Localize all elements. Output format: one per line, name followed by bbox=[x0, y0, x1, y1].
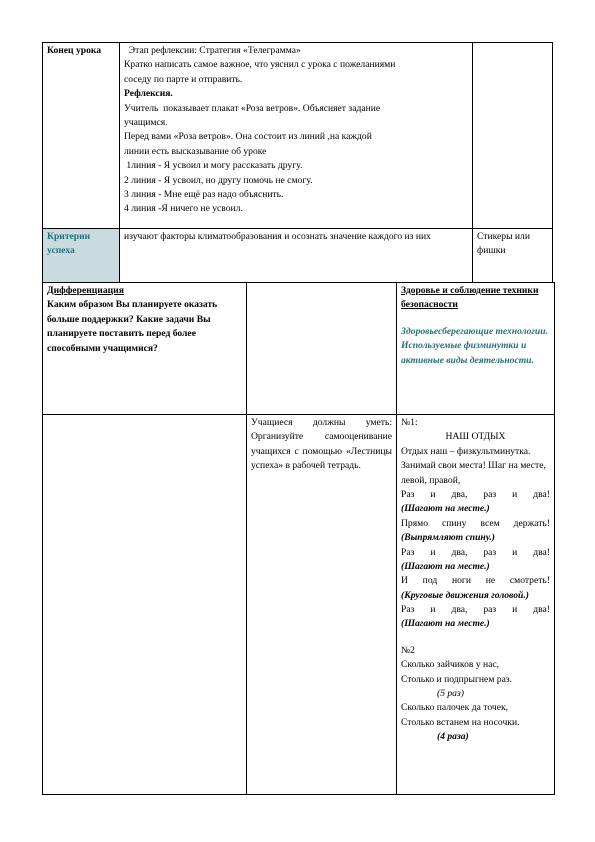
exercise-line: (Шагают на месте.) bbox=[401, 560, 490, 572]
lesson-plan-table-bottom bbox=[42, 282, 555, 795]
differentiation-question: Каким образом Вы планируете оказать больше поддержки? Какие задачи Вы планируете поставить перед более способными учащимися? bbox=[47, 299, 218, 354]
cell-criteria-tools bbox=[473, 229, 553, 283]
cell-health bbox=[397, 283, 555, 415]
health-safety-title: Здоровье и соблюдение техники безопасности bbox=[401, 285, 539, 311]
differentiation-title: Дифференциация bbox=[47, 285, 124, 296]
cell-criteria-text bbox=[120, 229, 473, 283]
exercise-line: (Шагают на месте.) bbox=[401, 618, 490, 630]
cell-lesson-end-resources bbox=[473, 43, 553, 229]
exercise-line: Сколько зайчиков у нас, bbox=[401, 659, 500, 671]
exercise-line: Раз и два, раз и два! bbox=[401, 488, 550, 500]
cell-differentiation-content bbox=[43, 415, 247, 795]
reflection-line: учащимся. bbox=[124, 116, 168, 128]
reflection-line: 3 линия - Мне ещё раз надо объяснить. bbox=[124, 188, 284, 200]
exercise-2-number: №2 bbox=[401, 644, 415, 656]
exercise-line: Отдых наш – физкультминутка. bbox=[401, 445, 531, 457]
exercise-line: Раз и два, раз и два! bbox=[401, 546, 550, 558]
reflection-line: линии есть высказывание об уроке bbox=[124, 145, 267, 157]
cell-lesson-end-content bbox=[120, 43, 473, 229]
cell-criteria-label bbox=[43, 229, 120, 283]
exercise-line: Столько встанем на носочки. bbox=[401, 716, 520, 728]
exercise-1-number: №1: bbox=[401, 417, 418, 428]
row-success-criteria bbox=[43, 229, 553, 283]
reflection-stage-text bbox=[124, 44, 468, 87]
criteria-tools: Стикеры или фишки bbox=[477, 231, 530, 257]
assessment-text: Учащиеся должны уметь: Организуйте самооценивание учащихся с помощью «Лестницы успеха» в рабочей тетрадь. bbox=[251, 417, 392, 472]
exercise-line: И под ноги не смотреть! bbox=[401, 575, 550, 587]
row-headers bbox=[43, 283, 555, 415]
row-content bbox=[43, 415, 555, 795]
exercise-line: (4 раза) bbox=[437, 731, 469, 743]
exercise-1-text bbox=[401, 445, 550, 632]
reflection-line: Перед вами «Роза ветров». Она состоит из линий ,на каждой bbox=[124, 131, 372, 143]
criteria-label: Критерии успеха bbox=[47, 231, 91, 257]
cell-assessment-header bbox=[247, 283, 397, 415]
reflection-stage-line: соседу по парте и отправить. bbox=[124, 73, 243, 85]
exercise-line: (Выпрямляют спину.) bbox=[401, 532, 496, 544]
exercise-line: Занимай свои места! Шаг на месте, левой, правой, bbox=[401, 460, 546, 486]
reflection-line: Учитель показывает плакат «Роза ветров». Объясняет задание bbox=[124, 102, 381, 114]
exercise-line: Прямо спину всем держать! bbox=[401, 517, 550, 529]
lesson-end-label: Конец урока bbox=[47, 45, 102, 56]
exercise-2-text bbox=[401, 658, 550, 744]
exercise-1-title: НАШ ОТДЫХ bbox=[445, 431, 506, 443]
exercise-line: Сколько палочек да точек, bbox=[401, 702, 509, 714]
reflection-stage-line: Этап рефлексии: Стратегия «Телеграмма» bbox=[124, 45, 301, 56]
exercise-line: Раз и два, раз и два! bbox=[401, 604, 550, 616]
reflection-stage-line: Кратко написать самое важное, что уяснил с урока с пожеланиями bbox=[124, 59, 396, 71]
exercise-line: (Круговые движения головой.) bbox=[401, 589, 529, 601]
cell-physical-exercises bbox=[397, 415, 555, 795]
health-technologies: Здоровьесберегающие технологии. bbox=[401, 325, 548, 337]
criteria-text: изучают факторы климатообразования и осознать значение каждого из них bbox=[124, 231, 431, 242]
exercise-line: (5 раз) bbox=[437, 688, 464, 700]
reflection-line: 1линия - Я усвоил и могу рассказать другу. bbox=[124, 160, 303, 172]
cell-lesson-end-label bbox=[43, 43, 120, 229]
cell-assessment bbox=[247, 415, 397, 795]
reflection-line: 4 линия -Я ничего не усвоил. bbox=[124, 203, 243, 215]
reflection-line: 2 линия - Я усвоил, но другу помочь не смогу. bbox=[124, 174, 313, 186]
reflection-instructions bbox=[124, 102, 468, 217]
health-activities: Используемые физминутки и активные виды деятельности. bbox=[401, 340, 534, 366]
exercise-line: (Шагают на месте.) bbox=[401, 503, 490, 515]
cell-differentiation bbox=[43, 283, 247, 415]
lesson-plan-table-top bbox=[42, 42, 553, 283]
exercise-line: Столько и подпрыгнем раз. bbox=[401, 673, 513, 685]
reflection-title: Рефлексия. bbox=[124, 88, 173, 100]
row-lesson-end bbox=[43, 43, 553, 229]
